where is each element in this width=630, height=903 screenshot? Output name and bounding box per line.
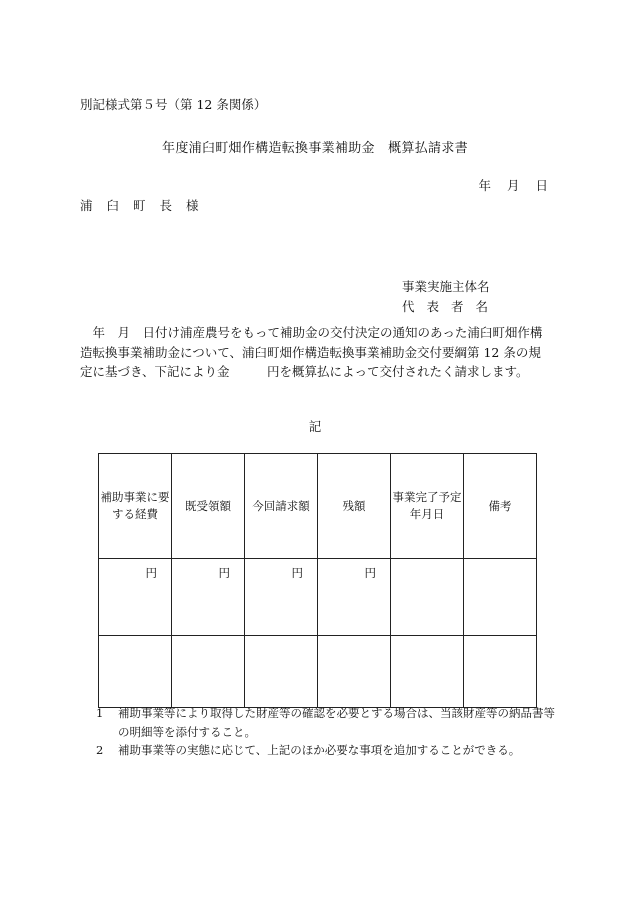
blank-cell xyxy=(318,636,391,708)
ki-heading: 記 xyxy=(308,419,322,434)
amount-cell-received: 円 xyxy=(172,559,245,636)
note-number: 1 xyxy=(96,706,104,720)
blank-cell xyxy=(391,636,464,708)
addressee-name: 浦臼町長 xyxy=(80,198,187,213)
table-row xyxy=(99,636,537,708)
note-number: 2 xyxy=(96,743,104,757)
note-item xyxy=(96,704,556,741)
notes-section xyxy=(96,704,556,760)
amount-cell-current-request: 円 xyxy=(245,559,318,636)
document-title: 年度浦臼町畑作構造転換事業補助金 概算払請求書 xyxy=(162,141,468,156)
claim-table xyxy=(98,453,537,708)
addressee-honorific: 様 xyxy=(186,198,199,213)
amount-cell-remaining: 円 xyxy=(318,559,391,636)
note-text: 補助事業等の実態に応じて、上記のほか必要な事項を追加することができる。 xyxy=(118,743,521,757)
note-text: 補助事業等により取得した財産等の確認を必要とする場合は、当該財産等の納品書等の明細等を添付すること。 xyxy=(118,706,555,739)
header-cell-expense: 補助事業に要する経費 xyxy=(99,454,172,559)
header-cell-current-request: 今回請求額 xyxy=(245,454,318,559)
form-number-label: 別記様式第５号（第 12 条関係） xyxy=(80,97,267,112)
header-cell-completion-date: 事業完了予定年月日 xyxy=(391,454,464,559)
amount-cell-completion-date xyxy=(391,559,464,636)
blank-cell xyxy=(99,636,172,708)
table-header-row xyxy=(99,454,537,559)
note-item xyxy=(96,741,556,760)
header-cell-remarks: 備考 xyxy=(464,454,537,559)
blank-cell xyxy=(464,636,537,708)
request-body-text xyxy=(80,323,552,382)
applicant-entity-label: 事業実施主体名 xyxy=(402,279,490,294)
date-line: 年 月 日 xyxy=(478,178,548,193)
blank-cell xyxy=(245,636,318,708)
applicant-representative-label: 代表者名 xyxy=(402,299,501,314)
table-row xyxy=(99,559,537,636)
blank-cell xyxy=(172,636,245,708)
addressee xyxy=(80,196,199,214)
header-cell-received: 既受領額 xyxy=(172,454,245,559)
request-body-content: 年 月 日付け浦産農号をもって補助金の交付決定の通知のあった浦臼町畑作構造転換事業補助金について、浦臼町畑作構造転換事業補助金交付要綱第 12 条の規定に基づき、下記により金 円を概算払によって交付されたく請求します。 xyxy=(80,325,543,379)
header-cell-remaining: 残額 xyxy=(318,454,391,559)
amount-cell-remarks xyxy=(464,559,537,636)
amount-cell-expense: 円 xyxy=(99,559,172,636)
